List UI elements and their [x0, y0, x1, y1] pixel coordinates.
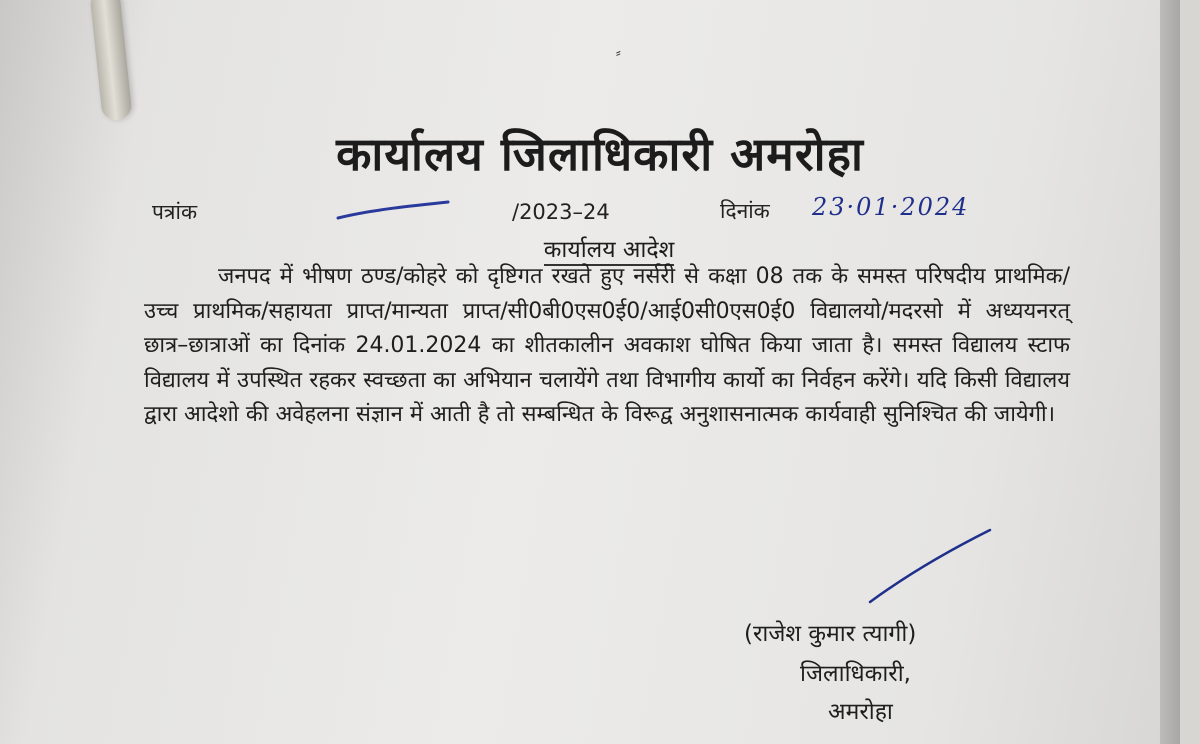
handwritten-date: 23·01·2024	[812, 193, 970, 221]
signatory-name: (राजेश कुमार त्यागी)	[744, 621, 917, 647]
reference-label: पत्रांक	[152, 200, 198, 224]
reference-year: /2023–24	[512, 200, 610, 224]
date-label: दिनांक	[720, 199, 770, 223]
office-title: कार्यालय जिलाधिकारी अमरोहा	[336, 127, 864, 181]
signature-stroke	[860, 520, 1010, 610]
paper-edge-shadow	[1160, 0, 1180, 744]
order-heading-text: कार्यालय आदेश	[544, 237, 675, 266]
handwritten-reference-stroke	[330, 196, 460, 226]
signatory-place: अमरोहा	[828, 699, 893, 725]
paper-mark: ⸗	[616, 45, 621, 61]
binding-string	[89, 0, 132, 121]
order-body: जनपद में भीषण ठण्ड/कोहरे को दृष्टिगत रखते हुए नर्सरी से कक्षा 08 तक के समस्त परिषदीय प्राथमिक/उच्च प्राथमिक/सहायता प्राप्त/मान्यता प्राप्त/सी0बी0एस0ई0/आई0सी0एस0ई0 विद्यालयो/मदरसो में अध्ययनरत् छात्र–छात्राओं का दिनांक 24.01.2024 का शीतकालीन अवकाश घोषित किया जाता है। समस्त विद्यालय स्टाफ विद्यालय में उपस्थित रहकर स्वच्छता का अभियान चलायेंगे तथा विभागीय कार्यो का निर्वहन करेंगे। यदि किसी विद्यालय द्वारा आदेशो की अवेहलना संज्ञान में आती है तो सम्बन्धित के विरूद्व अनुशासनात्मक कार्यवाही सुनिश्चित की जायेगी।	[144, 264, 1070, 427]
signatory-designation: जिलाधिकारी,	[800, 661, 911, 687]
